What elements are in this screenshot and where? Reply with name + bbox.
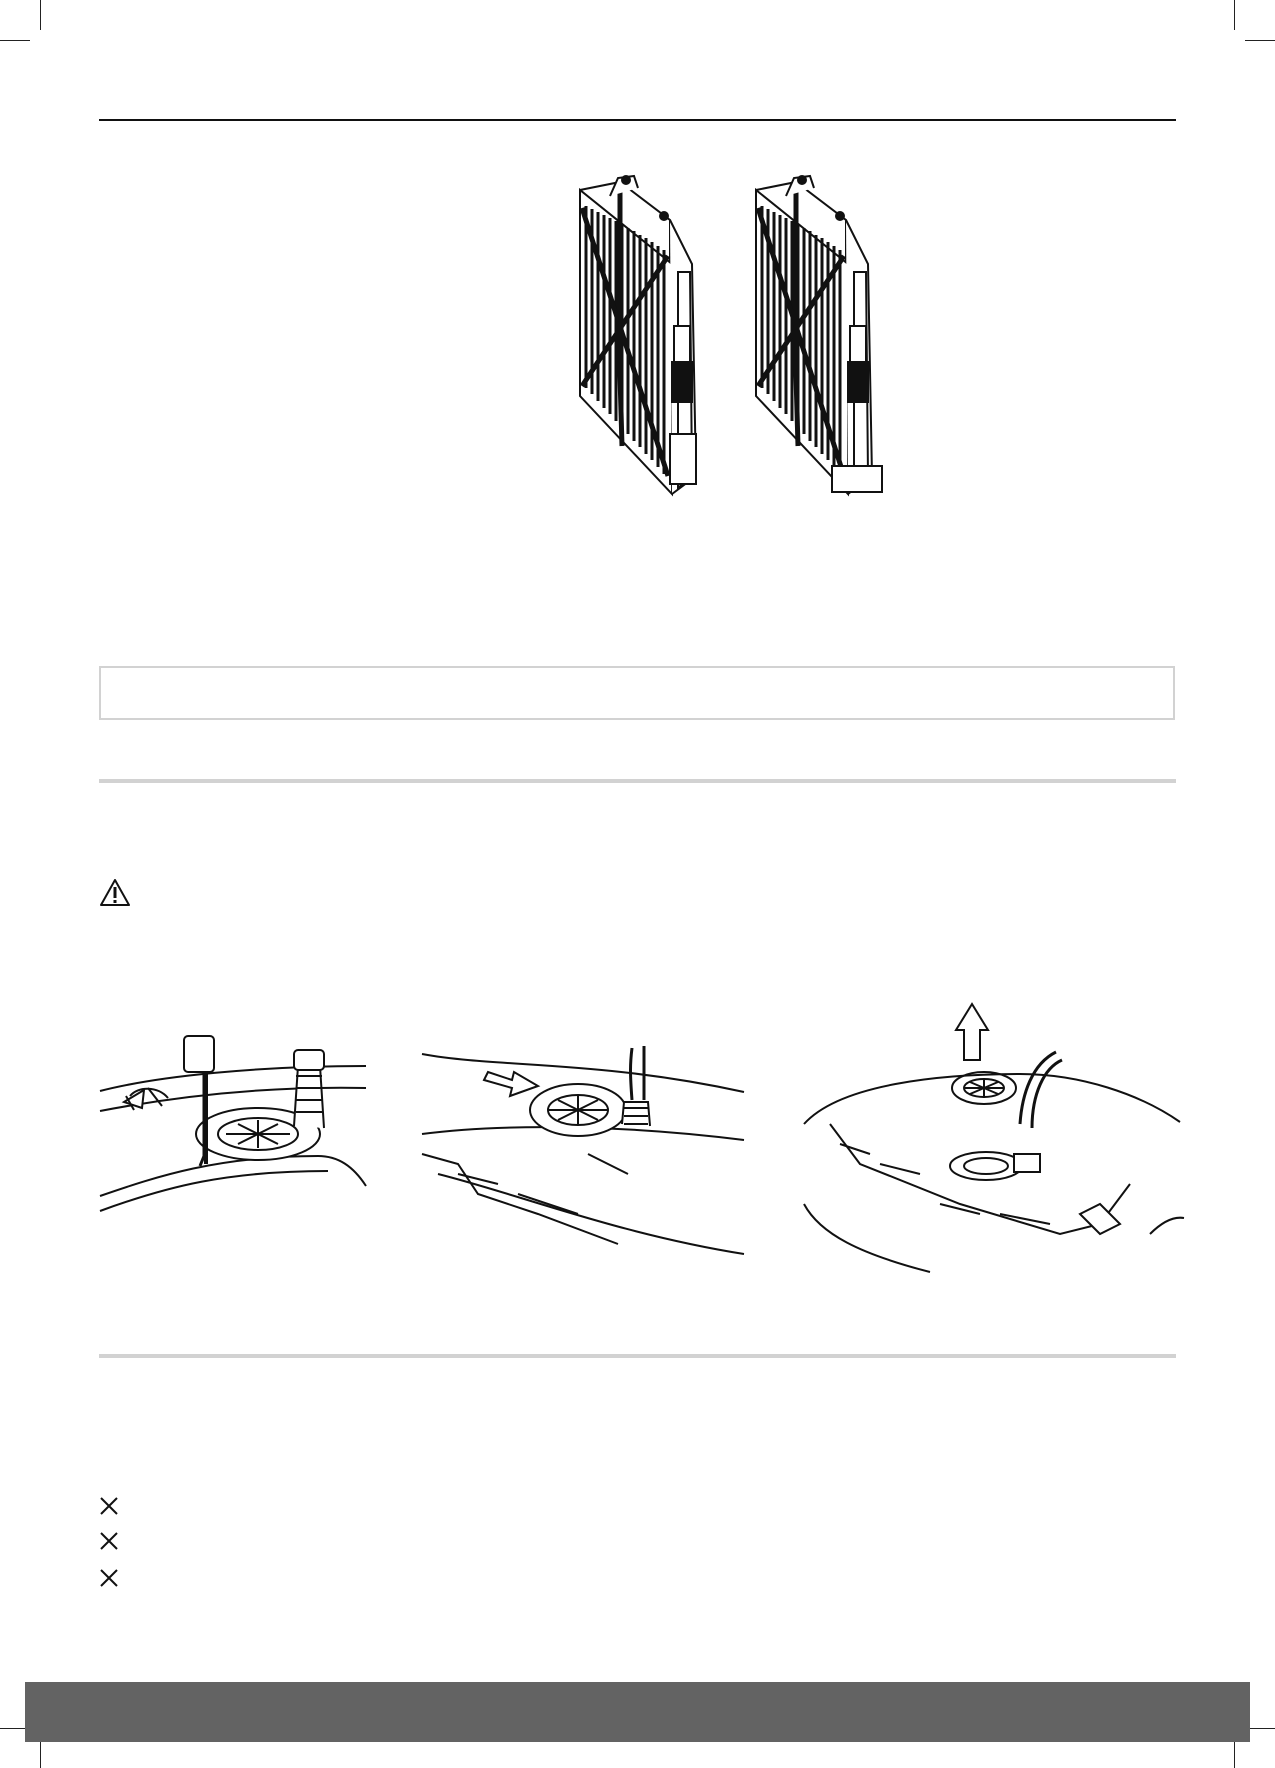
- filter-cartridges-illustration: [560, 176, 940, 516]
- footer-bar: [25, 1682, 1250, 1742]
- section-divider: [99, 779, 1176, 783]
- step-unscrew-cap: [98, 1036, 368, 1226]
- crop-mark: [1234, 0, 1235, 30]
- crop-mark: [1245, 40, 1275, 41]
- crop-mark: [40, 0, 41, 30]
- note-box: [99, 666, 1175, 720]
- crop-mark: [0, 40, 30, 41]
- header-rule: [99, 119, 1176, 121]
- filter-cartridge-a: [580, 176, 696, 496]
- step-lift-cap: [800, 1004, 1185, 1274]
- cross-icon: [99, 1531, 119, 1551]
- cross-icon: [99, 1496, 119, 1516]
- filter-cartridge-b: [756, 176, 882, 494]
- crop-mark: [40, 1738, 41, 1768]
- crop-mark: [1234, 1738, 1235, 1768]
- step-slide-cap: [418, 1044, 748, 1254]
- cross-icon: [99, 1568, 119, 1588]
- arrow-up-icon: [956, 1004, 988, 1060]
- warning-triangle-icon: [99, 878, 131, 908]
- section-divider: [99, 1354, 1176, 1358]
